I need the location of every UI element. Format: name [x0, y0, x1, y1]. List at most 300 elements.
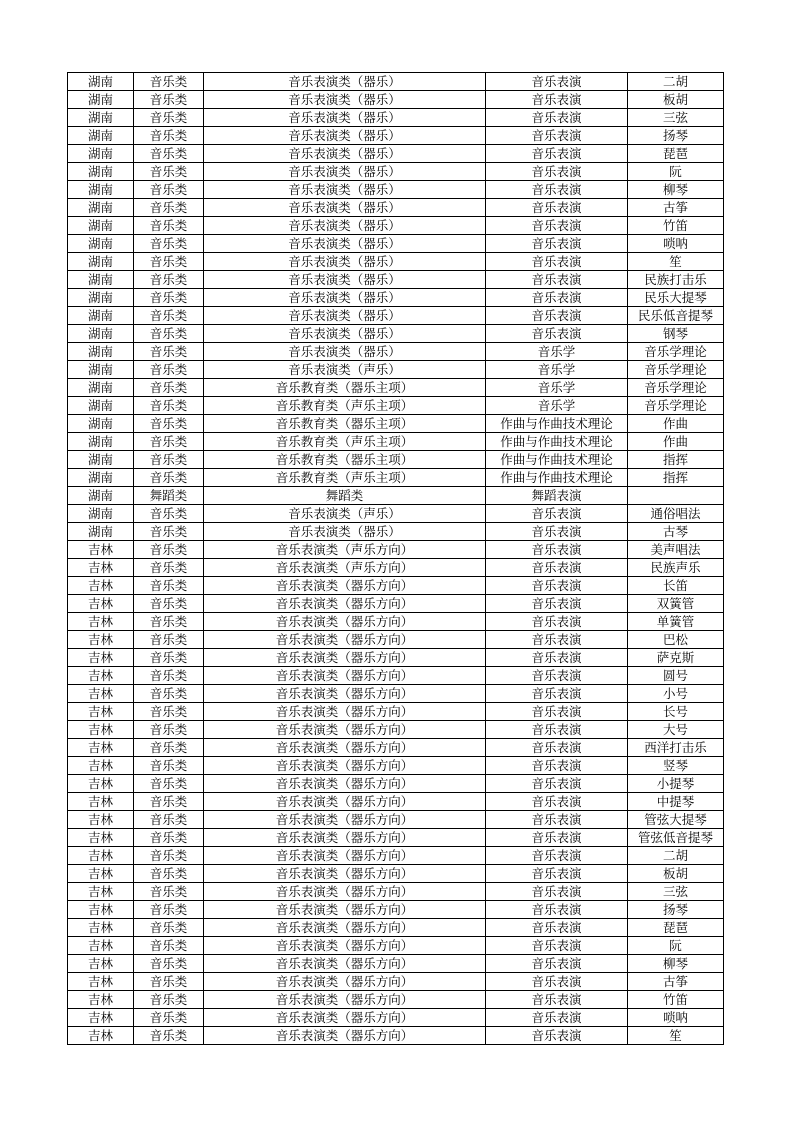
province-cell: 吉林: [68, 919, 134, 937]
table-row: [68, 703, 724, 721]
province-cell: 湖南: [68, 235, 134, 253]
table-row: [68, 181, 724, 199]
province-cell: 吉林: [68, 739, 134, 757]
province-cell: 湖南: [68, 145, 134, 163]
direction-cell: 小提琴: [628, 775, 724, 793]
province-cell: 吉林: [68, 757, 134, 775]
table-row: [68, 901, 724, 919]
direction-cell: 笙: [628, 1027, 724, 1045]
exam-type-cell: 音乐表演类（器乐方向）: [204, 811, 486, 829]
major-cell: 音乐表演: [486, 883, 628, 901]
exam-type-cell: 音乐教育类（声乐主项）: [204, 397, 486, 415]
table-row: [68, 829, 724, 847]
major-cell: 音乐表演: [486, 235, 628, 253]
province-cell: 吉林: [68, 793, 134, 811]
table-row: [68, 469, 724, 487]
category-cell: 音乐类: [134, 649, 204, 667]
exam-type-cell: 音乐表演类（器乐）: [204, 523, 486, 541]
direction-cell: 民族打击乐: [628, 271, 724, 289]
direction-cell: 钢琴: [628, 325, 724, 343]
table-row: [68, 541, 724, 559]
category-cell: 音乐类: [134, 721, 204, 739]
direction-cell: 板胡: [628, 91, 724, 109]
major-cell: 音乐表演: [486, 505, 628, 523]
direction-cell: 扬琴: [628, 901, 724, 919]
province-cell: 湖南: [68, 379, 134, 397]
exam-type-cell: 音乐表演类（器乐方向）: [204, 631, 486, 649]
table-row: [68, 739, 724, 757]
category-cell: 音乐类: [134, 901, 204, 919]
table-row: [68, 487, 724, 505]
major-cell: 音乐表演: [486, 721, 628, 739]
category-cell: 音乐类: [134, 415, 204, 433]
exam-type-cell: 音乐表演类（器乐方向）: [204, 793, 486, 811]
table-row: [68, 811, 724, 829]
direction-cell: 作曲: [628, 433, 724, 451]
exam-type-cell: 音乐教育类（器乐主项）: [204, 451, 486, 469]
category-cell: 音乐类: [134, 811, 204, 829]
province-cell: 湖南: [68, 397, 134, 415]
exam-type-cell: 音乐表演类（器乐方向）: [204, 937, 486, 955]
category-cell: 音乐类: [134, 595, 204, 613]
province-cell: 吉林: [68, 1009, 134, 1027]
category-cell: 音乐类: [134, 865, 204, 883]
major-cell: 音乐表演: [486, 793, 628, 811]
exam-type-cell: 音乐表演类（器乐方向）: [204, 901, 486, 919]
province-cell: 吉林: [68, 847, 134, 865]
major-cell: 音乐表演: [486, 685, 628, 703]
major-cell: 作曲与作曲技术理论: [486, 433, 628, 451]
table-row: [68, 109, 724, 127]
province-cell: 吉林: [68, 595, 134, 613]
exam-type-cell: 音乐表演类（器乐）: [204, 253, 486, 271]
category-cell: 音乐类: [134, 631, 204, 649]
table-row: [68, 505, 724, 523]
direction-cell: 竹笛: [628, 217, 724, 235]
province-cell: 吉林: [68, 541, 134, 559]
direction-cell: 阮: [628, 163, 724, 181]
exam-type-cell: 音乐表演类（器乐方向）: [204, 595, 486, 613]
category-cell: 音乐类: [134, 991, 204, 1009]
major-cell: 音乐表演: [486, 271, 628, 289]
province-cell: 吉林: [68, 973, 134, 991]
major-cell: 音乐表演: [486, 775, 628, 793]
direction-cell: 圆号: [628, 667, 724, 685]
province-cell: 湖南: [68, 523, 134, 541]
table-row: [68, 631, 724, 649]
province-cell: 湖南: [68, 343, 134, 361]
major-cell: 音乐表演: [486, 253, 628, 271]
category-cell: 音乐类: [134, 217, 204, 235]
major-cell: 音乐表演: [486, 667, 628, 685]
table-row: [68, 775, 724, 793]
major-cell: 音乐表演: [486, 199, 628, 217]
direction-cell: 二胡: [628, 847, 724, 865]
table-row: [68, 937, 724, 955]
category-cell: 音乐类: [134, 847, 204, 865]
table-row: [68, 271, 724, 289]
major-cell: 音乐学: [486, 343, 628, 361]
table-row: [68, 361, 724, 379]
major-cell: 音乐表演: [486, 145, 628, 163]
table-body: [68, 73, 724, 1045]
exam-type-cell: 音乐表演类（器乐）: [204, 163, 486, 181]
province-cell: 吉林: [68, 937, 134, 955]
direction-cell: 萨克斯: [628, 649, 724, 667]
major-cell: 作曲与作曲技术理论: [486, 469, 628, 487]
major-cell: 音乐表演: [486, 109, 628, 127]
major-cell: 音乐表演: [486, 181, 628, 199]
major-cell: 音乐表演: [486, 703, 628, 721]
province-cell: 吉林: [68, 955, 134, 973]
table-row: [68, 973, 724, 991]
direction-cell: 琵琶: [628, 145, 724, 163]
province-cell: 吉林: [68, 613, 134, 631]
exam-type-cell: 音乐表演类（器乐）: [204, 73, 486, 91]
direction-cell: 柳琴: [628, 181, 724, 199]
category-cell: 音乐类: [134, 955, 204, 973]
direction-cell: 通俗唱法: [628, 505, 724, 523]
exam-type-cell: 音乐表演类（器乐方向）: [204, 865, 486, 883]
major-cell: 音乐表演: [486, 649, 628, 667]
major-cell: 音乐学: [486, 361, 628, 379]
exam-type-cell: 音乐教育类（声乐主项）: [204, 433, 486, 451]
table-row: [68, 721, 724, 739]
table-row: [68, 577, 724, 595]
category-cell: 音乐类: [134, 613, 204, 631]
province-cell: 湖南: [68, 91, 134, 109]
major-cell: 音乐表演: [486, 127, 628, 145]
exam-type-cell: 音乐表演类（器乐方向）: [204, 613, 486, 631]
exam-type-cell: 音乐表演类（器乐）: [204, 235, 486, 253]
exam-type-cell: 音乐表演类（器乐方向）: [204, 721, 486, 739]
major-cell: 音乐表演: [486, 577, 628, 595]
direction-cell: 音乐学理论: [628, 361, 724, 379]
exam-type-cell: 音乐表演类（器乐方向）: [204, 847, 486, 865]
major-cell: 音乐表演: [486, 937, 628, 955]
category-cell: 音乐类: [134, 73, 204, 91]
major-cell: 音乐表演: [486, 955, 628, 973]
table-row: [68, 253, 724, 271]
direction-cell: 琵琶: [628, 919, 724, 937]
exam-type-cell: 音乐表演类（声乐）: [204, 361, 486, 379]
category-cell: 音乐类: [134, 793, 204, 811]
exam-type-cell: 音乐表演类（器乐）: [204, 325, 486, 343]
exam-type-cell: 音乐表演类（声乐方向）: [204, 541, 486, 559]
table-row: [68, 325, 724, 343]
category-cell: 音乐类: [134, 199, 204, 217]
exam-type-cell: 音乐表演类（器乐方向）: [204, 1027, 486, 1045]
exam-type-cell: 音乐表演类（器乐）: [204, 91, 486, 109]
major-cell: 音乐表演: [486, 559, 628, 577]
exam-type-cell: 音乐教育类（器乐主项）: [204, 379, 486, 397]
direction-cell: 西洋打击乐: [628, 739, 724, 757]
table-row: [68, 145, 724, 163]
category-cell: 音乐类: [134, 307, 204, 325]
direction-cell: 阮: [628, 937, 724, 955]
exam-type-cell: 音乐表演类（器乐）: [204, 217, 486, 235]
exam-type-cell: 音乐表演类（器乐方向）: [204, 955, 486, 973]
category-cell: 音乐类: [134, 829, 204, 847]
province-cell: 湖南: [68, 109, 134, 127]
province-cell: 吉林: [68, 865, 134, 883]
category-cell: 音乐类: [134, 451, 204, 469]
data-table: [67, 72, 724, 1045]
direction-cell: 二胡: [628, 73, 724, 91]
province-cell: 湖南: [68, 127, 134, 145]
major-cell: 音乐表演: [486, 973, 628, 991]
direction-cell: 管弦大提琴: [628, 811, 724, 829]
direction-cell: 笙: [628, 253, 724, 271]
major-cell: 音乐表演: [486, 631, 628, 649]
table-row: [68, 415, 724, 433]
exam-type-cell: 音乐表演类（器乐方向）: [204, 703, 486, 721]
province-cell: 吉林: [68, 577, 134, 595]
table-row: [68, 307, 724, 325]
category-cell: 音乐类: [134, 1027, 204, 1045]
major-cell: 音乐表演: [486, 73, 628, 91]
category-cell: 音乐类: [134, 109, 204, 127]
direction-cell: 中提琴: [628, 793, 724, 811]
table-row: [68, 379, 724, 397]
province-cell: 吉林: [68, 667, 134, 685]
major-cell: 音乐表演: [486, 739, 628, 757]
major-cell: 音乐表演: [486, 91, 628, 109]
table-row: [68, 127, 724, 145]
province-cell: 湖南: [68, 163, 134, 181]
category-cell: 音乐类: [134, 685, 204, 703]
province-cell: 吉林: [68, 901, 134, 919]
major-cell: 音乐表演: [486, 829, 628, 847]
province-cell: 湖南: [68, 289, 134, 307]
direction-cell: 长笛: [628, 577, 724, 595]
table-row: [68, 793, 724, 811]
exam-type-cell: 音乐表演类（器乐方向）: [204, 739, 486, 757]
major-cell: 音乐表演: [486, 307, 628, 325]
province-cell: 吉林: [68, 811, 134, 829]
exam-type-cell: 音乐表演类（器乐方向）: [204, 667, 486, 685]
direction-cell: 指挥: [628, 469, 724, 487]
province-cell: 吉林: [68, 775, 134, 793]
major-cell: 音乐表演: [486, 919, 628, 937]
major-cell: 作曲与作曲技术理论: [486, 451, 628, 469]
table-row: [68, 451, 724, 469]
major-cell: 音乐表演: [486, 613, 628, 631]
exam-type-cell: 音乐表演类（器乐）: [204, 307, 486, 325]
category-cell: 音乐类: [134, 91, 204, 109]
table-row: [68, 919, 724, 937]
exam-type-cell: 音乐表演类（器乐方向）: [204, 883, 486, 901]
table-row: [68, 163, 724, 181]
exam-type-cell: 音乐表演类（器乐方向）: [204, 919, 486, 937]
table-row: [68, 757, 724, 775]
major-cell: 音乐表演: [486, 901, 628, 919]
category-cell: 音乐类: [134, 163, 204, 181]
exam-type-cell: 音乐表演类（器乐方向）: [204, 829, 486, 847]
table-row: [68, 289, 724, 307]
province-cell: 吉林: [68, 559, 134, 577]
province-cell: 吉林: [68, 991, 134, 1009]
exam-type-cell: 音乐教育类（器乐主项）: [204, 415, 486, 433]
direction-cell: 民乐低音提琴: [628, 307, 724, 325]
table-row: [68, 343, 724, 361]
direction-cell: 板胡: [628, 865, 724, 883]
category-cell: 音乐类: [134, 271, 204, 289]
category-cell: 音乐类: [134, 289, 204, 307]
direction-cell: 民乐大提琴: [628, 289, 724, 307]
province-cell: 湖南: [68, 415, 134, 433]
exam-type-cell: 音乐表演类（器乐）: [204, 289, 486, 307]
category-cell: 音乐类: [134, 1009, 204, 1027]
province-cell: 湖南: [68, 487, 134, 505]
province-cell: 湖南: [68, 217, 134, 235]
direction-cell: 指挥: [628, 451, 724, 469]
major-cell: 音乐表演: [486, 847, 628, 865]
category-cell: 音乐类: [134, 973, 204, 991]
exam-type-cell: 音乐表演类（器乐）: [204, 127, 486, 145]
province-cell: 湖南: [68, 253, 134, 271]
category-cell: 音乐类: [134, 379, 204, 397]
province-cell: 湖南: [68, 451, 134, 469]
direction-cell: 巴松: [628, 631, 724, 649]
major-cell: 音乐表演: [486, 163, 628, 181]
table-row: [68, 217, 724, 235]
table-row: [68, 199, 724, 217]
category-cell: 音乐类: [134, 757, 204, 775]
exam-type-cell: 音乐表演类（器乐）: [204, 343, 486, 361]
category-cell: 音乐类: [134, 523, 204, 541]
direction-cell: 管弦低音提琴: [628, 829, 724, 847]
direction-cell: 小号: [628, 685, 724, 703]
major-cell: 音乐表演: [486, 865, 628, 883]
table-row: [68, 991, 724, 1009]
province-cell: 湖南: [68, 271, 134, 289]
category-cell: 音乐类: [134, 361, 204, 379]
category-cell: 音乐类: [134, 145, 204, 163]
province-cell: 湖南: [68, 199, 134, 217]
major-cell: 舞蹈表演: [486, 487, 628, 505]
category-cell: 音乐类: [134, 577, 204, 595]
major-cell: 音乐表演: [486, 541, 628, 559]
direction-cell: 竖琴: [628, 757, 724, 775]
major-cell: 音乐表演: [486, 523, 628, 541]
category-cell: 音乐类: [134, 919, 204, 937]
province-cell: 湖南: [68, 73, 134, 91]
direction-cell: 大号: [628, 721, 724, 739]
province-cell: 湖南: [68, 181, 134, 199]
table-row: [68, 667, 724, 685]
province-cell: 吉林: [68, 1027, 134, 1045]
direction-cell: 扬琴: [628, 127, 724, 145]
exam-type-cell: 音乐表演类（器乐）: [204, 181, 486, 199]
table-row: [68, 595, 724, 613]
direction-cell: 长号: [628, 703, 724, 721]
province-cell: 吉林: [68, 829, 134, 847]
direction-cell: 单簧管: [628, 613, 724, 631]
exam-type-cell: 舞蹈类: [204, 487, 486, 505]
exam-type-cell: 音乐表演类（器乐）: [204, 199, 486, 217]
table-row: [68, 847, 724, 865]
direction-cell: 三弦: [628, 883, 724, 901]
major-cell: 音乐表演: [486, 991, 628, 1009]
province-cell: 吉林: [68, 631, 134, 649]
category-cell: 音乐类: [134, 937, 204, 955]
table-row: [68, 235, 724, 253]
direction-cell: 音乐学理论: [628, 379, 724, 397]
table-row: [68, 883, 724, 901]
major-cell: 作曲与作曲技术理论: [486, 415, 628, 433]
exam-type-cell: 音乐表演类（器乐方向）: [204, 991, 486, 1009]
table-row: [68, 1027, 724, 1045]
major-cell: 音乐表演: [486, 1027, 628, 1045]
table-row: [68, 91, 724, 109]
exam-type-cell: 音乐表演类（器乐）: [204, 145, 486, 163]
table-row: [68, 559, 724, 577]
province-cell: 吉林: [68, 649, 134, 667]
table-row: [68, 397, 724, 415]
direction-cell: 唢呐: [628, 1009, 724, 1027]
category-cell: 音乐类: [134, 235, 204, 253]
direction-cell: 柳琴: [628, 955, 724, 973]
direction-cell: 民族声乐: [628, 559, 724, 577]
category-cell: 音乐类: [134, 181, 204, 199]
table-row: [68, 433, 724, 451]
exam-type-cell: 音乐表演类（声乐）: [204, 505, 486, 523]
major-cell: 音乐表演: [486, 757, 628, 775]
exam-type-cell: 音乐表演类（器乐方向）: [204, 649, 486, 667]
province-cell: 湖南: [68, 361, 134, 379]
direction-cell: 双簧管: [628, 595, 724, 613]
category-cell: 音乐类: [134, 325, 204, 343]
major-cell: 音乐表演: [486, 325, 628, 343]
province-cell: 吉林: [68, 703, 134, 721]
exam-type-cell: 音乐教育类（声乐主项）: [204, 469, 486, 487]
table-row: [68, 73, 724, 91]
major-cell: 音乐表演: [486, 595, 628, 613]
table-row: [68, 865, 724, 883]
category-cell: 舞蹈类: [134, 487, 204, 505]
category-cell: 音乐类: [134, 883, 204, 901]
category-cell: 音乐类: [134, 739, 204, 757]
table-row: [68, 685, 724, 703]
province-cell: 湖南: [68, 433, 134, 451]
direction-cell: 唢呐: [628, 235, 724, 253]
table-row: [68, 613, 724, 631]
major-cell: 音乐表演: [486, 1009, 628, 1027]
major-cell: 音乐表演: [486, 217, 628, 235]
category-cell: 音乐类: [134, 469, 204, 487]
direction-cell: 竹笛: [628, 991, 724, 1009]
direction-cell: 古筝: [628, 199, 724, 217]
exam-type-cell: 音乐表演类（器乐方向）: [204, 757, 486, 775]
category-cell: 音乐类: [134, 667, 204, 685]
exam-type-cell: 音乐表演类（器乐方向）: [204, 685, 486, 703]
province-cell: 湖南: [68, 469, 134, 487]
major-cell: 音乐表演: [486, 811, 628, 829]
major-cell: 音乐学: [486, 379, 628, 397]
province-cell: 吉林: [68, 685, 134, 703]
category-cell: 音乐类: [134, 559, 204, 577]
province-cell: 湖南: [68, 505, 134, 523]
table-row: [68, 1009, 724, 1027]
direction-cell: 古琴: [628, 523, 724, 541]
direction-cell: 音乐学理论: [628, 397, 724, 415]
province-cell: 吉林: [68, 721, 134, 739]
direction-cell: 作曲: [628, 415, 724, 433]
exam-type-cell: 音乐表演类（器乐方向）: [204, 775, 486, 793]
major-cell: 音乐学: [486, 397, 628, 415]
category-cell: 音乐类: [134, 253, 204, 271]
